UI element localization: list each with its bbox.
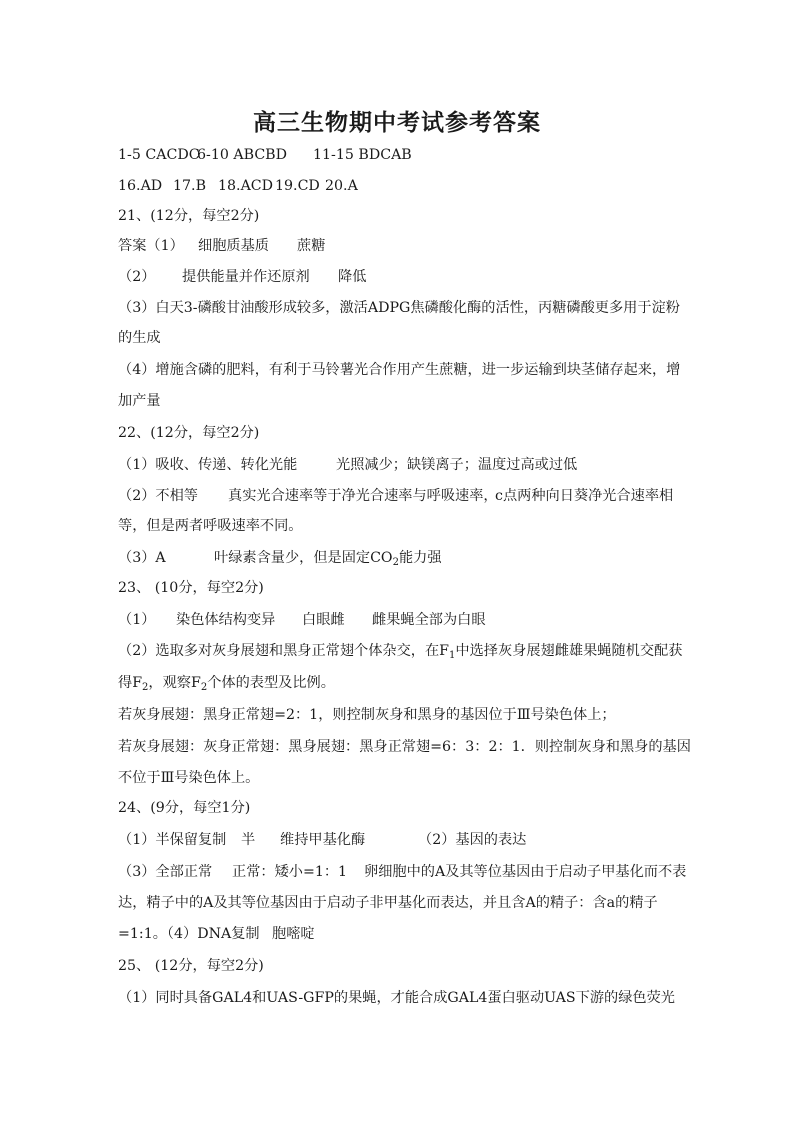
q21-line-6: 加产量 bbox=[118, 393, 161, 409]
q22-l4-label: （3）A bbox=[118, 550, 166, 566]
choice-16: 16.AD bbox=[118, 178, 163, 194]
q24-line-1 bbox=[118, 830, 527, 850]
q25-line-1: （1）同时具备GAL4和UAS-GFP的果蝇，才能合成GAL4蛋白驱动UAS下游的绿色荧光 bbox=[118, 990, 675, 1006]
q24-heading: 24、(9分，每空1分) bbox=[118, 800, 251, 816]
q24-l4-ans1: =1:1。（4）DNA复制 bbox=[118, 926, 260, 942]
q22-l1-ans1: （1）吸收、传递、转化光能 bbox=[118, 457, 298, 473]
q22-heading: 22、(12分，每空2分) bbox=[118, 425, 260, 441]
q23-line-6: 不位于Ⅲ号染色体上。 bbox=[118, 770, 260, 786]
q24-l1-ans3: 维持甲基化酶 bbox=[280, 832, 366, 848]
q21-l1-ans2: 蔗糖 bbox=[297, 238, 326, 254]
q23-line-3 bbox=[118, 673, 335, 698]
q21-l2-label: （2） bbox=[118, 269, 156, 285]
q21-line-4: 的生成 bbox=[118, 330, 161, 346]
q22-l4-tail: 能力强 bbox=[398, 550, 442, 566]
f1-subscript: 1 bbox=[449, 650, 456, 661]
q24-l1-ans4: （2）基因的表达 bbox=[418, 832, 527, 848]
q23-l2-tail: 中选择灰身展翅雌雄果蝇随机交配获 bbox=[455, 643, 683, 659]
q23-l1-label: （1） bbox=[118, 612, 156, 628]
q23-l3-mid: ，观察F bbox=[148, 675, 201, 691]
q22-line-2 bbox=[118, 486, 674, 506]
q22-l4-text: 叶绿素含量少，但是固定CO bbox=[214, 550, 393, 566]
q23-line-5: 若灰身展翅：灰身正常翅：黑身展翅：黑身正常翅=6：3：2：1．则控制灰身和黑身的基因 bbox=[118, 739, 691, 755]
choice-1-5: 1-5 CACDC bbox=[118, 147, 200, 163]
choice-row-2 bbox=[118, 176, 358, 196]
q25-heading: 25、 (12分，每空2分) bbox=[118, 958, 264, 974]
choice-11-15: 11-15 BDCAB bbox=[313, 147, 412, 163]
q24-l2-ans2: 正常：矮小=1：1 bbox=[232, 864, 348, 880]
page-title: 高三生物期中考试参考答案 bbox=[253, 109, 541, 136]
q23-heading: 23、 (10分，每空2分) bbox=[118, 580, 264, 596]
q22-l4-ans bbox=[214, 548, 442, 573]
q21-line-3: （3）白天3-磷酸甘油酸形成较多，激活ADPG焦磷酸化酶的活性，丙糖磷酸更多用于淀粉 bbox=[118, 300, 680, 316]
q21-l2-ans2: 降低 bbox=[338, 269, 367, 285]
q23-l3-text: 得F bbox=[118, 675, 143, 691]
q23-line-2 bbox=[118, 641, 682, 666]
co2-subscript: 2 bbox=[392, 557, 399, 568]
q23-line-4: 若灰身展翅：黑身正常翅=2：1，则控制灰身和黑身的基因位于Ⅲ号染色体上； bbox=[118, 707, 616, 723]
q23-l3-tail: 个体的表型及比例。 bbox=[207, 675, 335, 691]
q24-line-2 bbox=[118, 862, 687, 882]
q21-l2-ans1: 提供能量并作还原剂 bbox=[182, 269, 310, 285]
choice-20: 20.A bbox=[325, 178, 358, 194]
q21-line-5: （4）增施含磷的肥料，有利于马铃薯光合作用产生蔗糖，进一步运输到块茎储存起来，增 bbox=[118, 362, 681, 378]
q24-line-3: 达，精子中的A及其等位基因由于启动子非甲基化而表达，并且含A的精子：含a的精子 bbox=[118, 895, 658, 911]
q22-line-3: 等，但是两者呼吸速率不同。 bbox=[118, 518, 303, 534]
q24-l2-ans1: （3）全部正常 bbox=[118, 864, 213, 880]
q23-l1-ans3: 雌果蝇全部为白眼 bbox=[372, 612, 486, 628]
q21-l1-label: 答案（1） bbox=[118, 238, 184, 254]
q23-l1-ans2: 白眼雌 bbox=[302, 612, 345, 628]
f2-subscript: 2 bbox=[200, 682, 208, 693]
q23-line-1 bbox=[118, 610, 486, 630]
choice-row-1 bbox=[118, 145, 412, 165]
choice-6-10: 6-10 ABCBD bbox=[197, 147, 287, 163]
q22-line-4 bbox=[118, 548, 442, 568]
choice-18: 18.ACD bbox=[218, 178, 274, 194]
q22-line-1 bbox=[118, 455, 578, 475]
choice-17: 17.B bbox=[173, 178, 206, 194]
q23-l1-ans1: 染色体结构变异 bbox=[176, 612, 276, 628]
q23-l2-text: （2）选取多对灰身展翅和黑身正常翅个体杂交，在F bbox=[118, 643, 449, 659]
q24-line-4 bbox=[118, 924, 315, 944]
q24-l1-ans1: （1）半保留复制 bbox=[118, 832, 227, 848]
q21-line-2 bbox=[118, 267, 367, 287]
q21-heading: 21、(12分，每空2分) bbox=[118, 208, 260, 224]
q21-line-1 bbox=[118, 236, 326, 256]
q22-l2-label: （2）不相等 bbox=[118, 488, 198, 504]
choice-19: 19.CD bbox=[275, 178, 320, 194]
q24-l1-ans2: 半 bbox=[241, 832, 256, 848]
q22-l2-ans1: 真实光合速率等于净光合速率与呼吸速率， bbox=[228, 488, 498, 504]
q22-l1-ans2: 光照减少；缺镁离子；温度过高或过低 bbox=[336, 457, 578, 473]
q21-l1-ans1: 细胞质基质 bbox=[198, 238, 269, 254]
q22-l2-ans2: c点两种向日葵净光合速率相 bbox=[495, 488, 674, 504]
f2-subscript: 2 bbox=[142, 682, 149, 693]
q24-l4-ans2: 胞嘧啶 bbox=[272, 926, 315, 942]
q24-l2-ans3: 卵细胞中的A及其等位基因由于启动子甲基化而不表 bbox=[364, 864, 687, 880]
